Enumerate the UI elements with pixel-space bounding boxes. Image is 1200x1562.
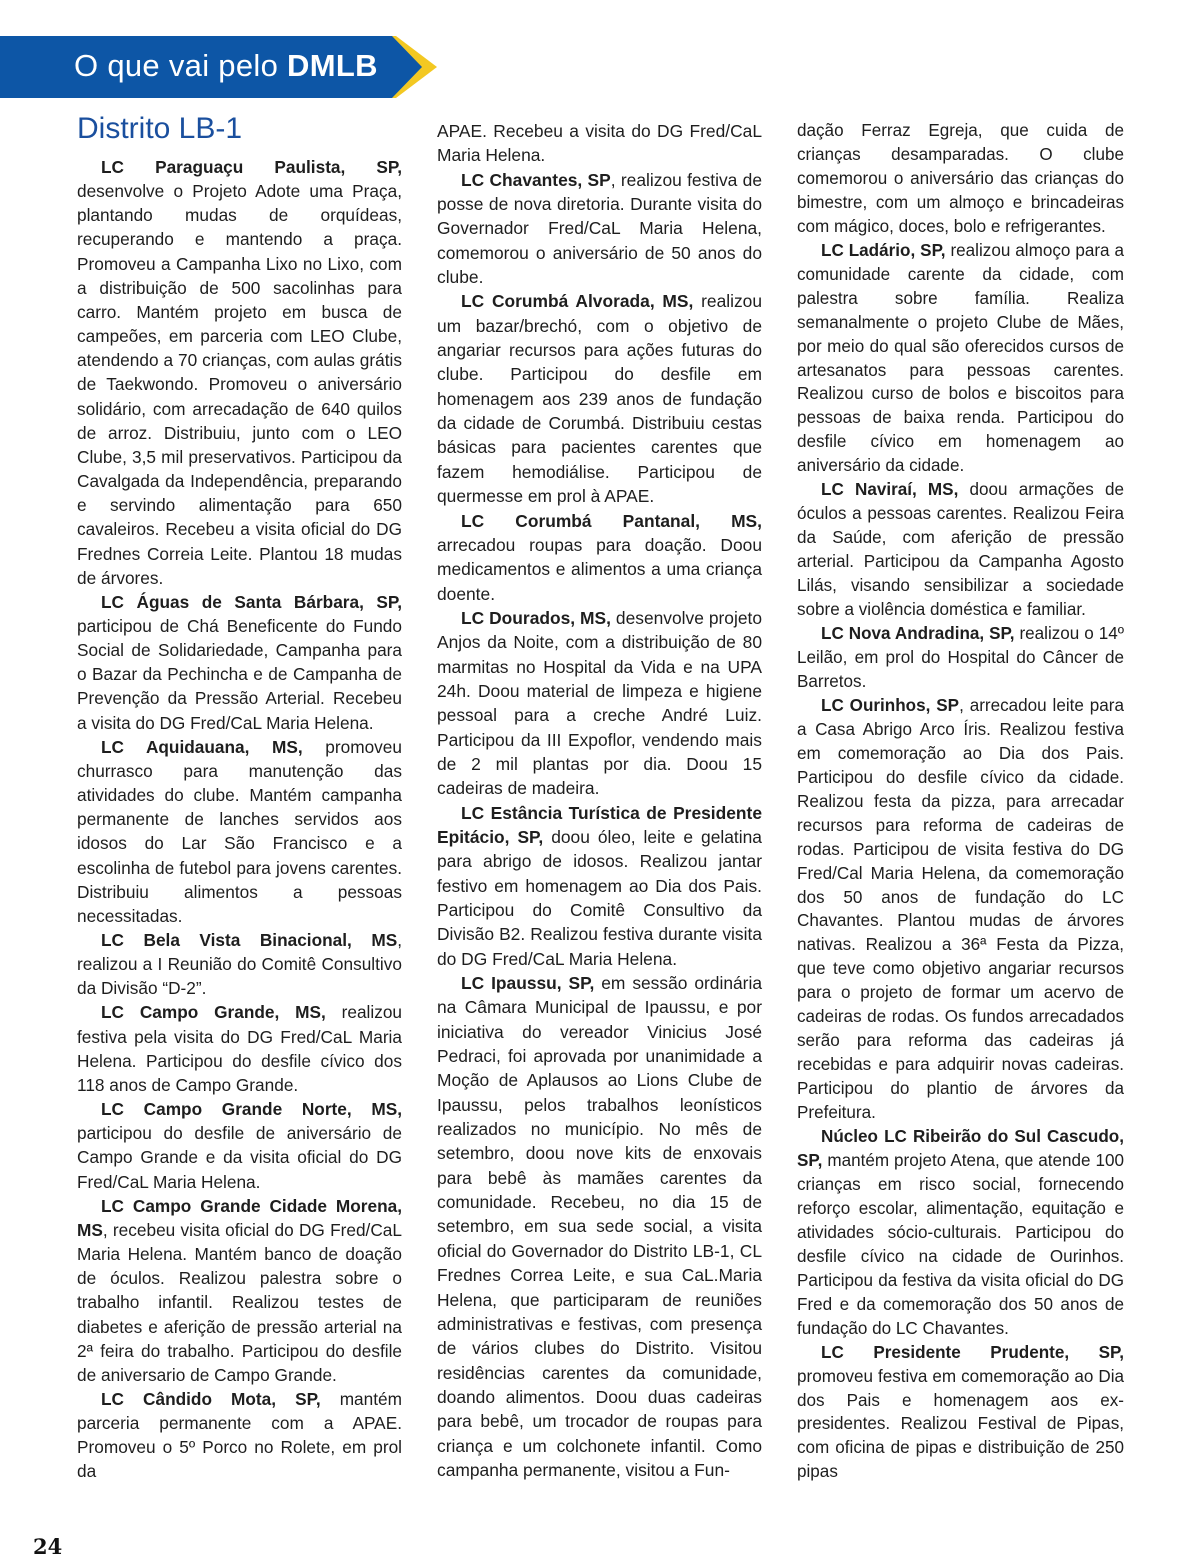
club-paragraph <box>437 168 762 290</box>
club-text: arrecadou roupas para doação. Doou medicamentos e alimentos a uma criança doente. <box>437 534 762 604</box>
club-text: doou óleo, leite e gelatina para abrigo de idosos. Realizou jantar festivo em homenagem ao Dia dos Pais. Participou do Comitê Consultivo da Divisão B2. Realizou festiva durante visita do DG Fred/CaL Maria Helena. <box>437 826 762 969</box>
column-3 <box>797 119 1124 1484</box>
club-paragraph <box>797 694 1124 1125</box>
club-name: LC Cândido Mota, SP, <box>101 1388 321 1409</box>
club-name: LC Ourinhos, SP <box>821 695 960 715</box>
club-text: mantém parceria permanente com a APAE. Promoveu o 5º Porco no Rolete, em prol da <box>77 1388 403 1482</box>
club-text: mantém projeto Atena, que atende 100 crianças em risco social, fornecendo reforço escolar, alimentação, equitação e atividades sócio-culturais. Participou do desfile cívico na cidade de Ourinhos. Participou da festiva da visita oficial do DG Fred e da comemoração dos 50 anos de fundação do LC Chavantes. <box>797 1150 1124 1338</box>
club-name: LC Dourados, MS, <box>461 607 611 628</box>
club-text: participou de Chá Beneficente do Fundo Social de Solidariedade, Campanha para o Bazar da Pechincha e de Campanha de Prevenção da Pressão Arterial. Recebeu a visita do DG Fred/CaL Maria Helena. <box>77 615 402 733</box>
club-paragraph <box>437 801 762 971</box>
column-2 <box>437 119 762 1482</box>
club-text: promoveu festiva em comemoração ao Dia dos Pais e homenagem aos ex-presidentes. Realizou Festival de Pipas, com oficina de pipas e distribuição de 250 pipas <box>797 1366 1124 1482</box>
club-paragraph <box>437 971 762 1482</box>
section-banner <box>0 36 440 98</box>
club-name: LC Ladário, SP, <box>821 240 946 260</box>
club-text: realizou o 14º Leilão, em prol do Hospital do Câncer de Barretos. <box>797 624 1125 691</box>
section-title-bold: DMLB <box>287 48 378 83</box>
club-paragraph <box>437 509 762 606</box>
club-text: doou armações de óculos a pessoas carentes. Realizou Feira da Saúde, com aferição de pressão arterial. Participou da Campanha Agosto Lilás, visando sensibilizar a sociedade sobre a violência doméstica e familiar. <box>797 480 1124 620</box>
club-text: desenvolve projeto Anjos da Noite, com a distribuição de 80 marmitas no Hospital da Vida e na UPA 24h. Doou material de limpeza e higiene pessoal para a creche André Luiz. Participou da III Expoflor, vendendo mais de 2 mil plantas por dia. Doou 15 cadeiras de madeira. <box>437 607 762 799</box>
club-paragraph <box>77 1194 402 1387</box>
club-text: realizou um bazar/brechó, com o objetivo de angariar recursos para ações futuras do clube. Participou do desfile em homenagem aos 239 anos de fundação da cidade de Corumbá. Distribuiu cestas básicas para pacientes carentes que fazem hemodiálise. Participou de quermesse em prol à APAE. <box>437 291 763 507</box>
club-paragraph <box>797 239 1124 479</box>
club-name: LC Chavantes, SP <box>461 169 611 190</box>
club-name: LC Nova Andradina, SP, <box>821 624 1015 644</box>
club-text: em sessão ordinária na Câmara Municipal de Ipaussu, e por iniciativa do vereador Vinicius José Pedraci, foi aprovada por unanimidade a Moção de Aplausos ao Lions Clube de Ipaussu, pelos trabalhos leonísticos realizados no município. No mês de setembro, doou nove kits de enxovais para bebê às mamães carentes da comunidade. Recebeu, no dia 15 de setembro, em sua sede social, a visita oficial do Governador do Distrito LB-1, CL Frednes Correa Leite, e sua CaL.Maria Helena, que participaram de reuniões administrativas e festivas, com presença de vários clubes do Distrito. Visitou residências carentes da comunidade, doando alimentos. Doou duas cadeiras para bebê, um trocador de roupas para criança e um colchonete infantil. Como campanha permanente, visitou a Fun- <box>437 973 762 1480</box>
club-paragraph <box>437 289 762 508</box>
club-name: LC Águas de Santa Bárbara, SP, <box>101 591 402 612</box>
club-name: LC Campo Grande Norte, MS, <box>101 1099 402 1120</box>
club-text: , realizou festiva de posse de nova diretoria. Durante visita do Governador Fred/CaL Maria Helena, comemorou o aniversário de 50 anos do clube. <box>437 169 762 288</box>
club-name: LC Aquidauana, MS, <box>101 736 303 757</box>
club-text: promoveu churrasco para manutenção das atividades do clube. Mantém campanha permanente de lanches servidos aos idosos do Lar São Francisco e a escolinha de futebol para jovens carentes. Distribuiu alimentos a pessoas necessitadas. <box>77 736 402 926</box>
club-name: LC Bela Vista Binacional, MS <box>101 930 398 950</box>
club-paragraph <box>77 1000 402 1097</box>
club-text: participou do desfile de aniversário de Campo Grande e da visita oficial do DG Fred/CaL Maria Helena. <box>77 1123 402 1192</box>
club-paragraph <box>77 155 402 590</box>
club-name: Núcleo LC Ribeirão do Sul Cascudo, SP, <box>797 1127 1124 1170</box>
club-paragraph <box>797 622 1124 694</box>
club-name: LC Ipaussu, SP, <box>461 973 595 994</box>
club-paragraph <box>77 1097 402 1194</box>
club-name: LC Corumbá Alvorada, MS, <box>461 291 694 312</box>
club-name: LC Corumbá Pantanal, MS, <box>461 510 762 531</box>
section-title-prefix: O que vai pelo <box>74 48 279 83</box>
district-title: Distrito LB-1 <box>77 112 243 145</box>
club-name: LC Estância Turística de Presidente Epitácio, SP, <box>437 802 762 847</box>
club-text: , realizou a I Reunião do Comitê Consultivo da Divisão “D-2”. <box>77 930 402 999</box>
club-name: LC Presidente Prudente, SP, <box>821 1342 1124 1362</box>
club-paragraph <box>437 606 762 801</box>
club-text: realizou festiva pela visita do DG Fred/CaL Maria Helena. Participou do desfile cívico dos 118 anos de Campo Grande. <box>77 1002 403 1095</box>
club-paragraph <box>77 928 402 1000</box>
club-paragraph <box>797 1341 1124 1485</box>
club-paragraph <box>797 1125 1124 1341</box>
continued-paragraph: dação Ferraz Egreja, que cuida de crianças desamparadas. O clube comemorou o aniversário das crianças do bimestre, com um almoço e brincadeiras com mágico, doces, bolo e refrigerantes. <box>797 121 1124 236</box>
continued-paragraph: APAE. Recebeu a visita do DG Fred/CaL Maria Helena. <box>437 121 762 166</box>
club-name: LC Campo Grande Cidade Morena, MS <box>77 1195 402 1240</box>
section-title <box>74 48 378 84</box>
club-paragraph <box>77 735 402 928</box>
club-paragraph <box>797 478 1124 622</box>
club-text: , arrecadou leite para a Casa Abrigo Arco Íris. Realizou festiva em comemoração ao Dia dos Pais. Participou do desfile cívico da cidade. Realizou festa da pizza, para arrecadar recursos para reforma de cadeiras de rodas. Participou de visita festiva do DG Fred/Cal Maria Helena, da comemoração dos 50 anos de fundação do LC Chavantes. Plantou mudas de árvores nativas. Realizou a 36ª Festa da Pizza, que teve como objetivo angariar recursos para o projeto de formar um acervo de cadeiras de rodas. Os fundos arrecadados serão para reforma das cadeiras já recebidas e para adquirir novas cadeiras. Participou do plantio de árvores da Prefeitura. <box>797 695 1125 1123</box>
club-text: desenvolve o Projeto Adote uma Praça, plantando mudas de orquídeas, recuperando e mantendo a praça. Promoveu a Campanha Lixo no Lixo, com a distribuição de 500 sacolinhas para carro. Mantém projeto em busca de campeões, em parceria com LEO Clube, atendendo a 70 crianças, com aulas grátis de Taekwondo. Promoveu o aniversário solidário, com arrecadação de 640 quilos de arroz. Distribuiu, junto com o LEO Clube, 3,5 mil preservativos. Participou da Cavalgada da Independência, preparando e servindo alimentação para 650 cavaleiros. Recebeu a visita oficial do DG Frednes Correia Leite. Plantou 18 mudas de árvores. <box>77 181 402 588</box>
page-number: 24 <box>33 1534 63 1559</box>
column-1 <box>77 155 402 1484</box>
club-text: realizou almoço para a comunidade carente da cidade, com palestra sobre família. Realiza semanalmente o projeto Clube de Mães, por meio do qual são oferecidos cursos de artesanatos para pessoas carentes. Realizou curso de bolos e biscoitos para pessoas de baixa renda. Participou do desfile cívico em homenagem ao aniversário da cidade. <box>797 240 1125 476</box>
club-name: LC Paraguaçu Paulista, SP, <box>101 157 402 177</box>
club-name: LC Campo Grande, MS, <box>101 1002 326 1023</box>
club-text: , recebeu visita oficial do DG Fred/CaL Maria Helena. Mantém banco de doação de óculos. Realizou palestra sobre o trabalho infantil. Realizou testes de diabetes e aferição de pressão arterial na 2ª feira do trabalho. Participou do desfile de aniversario de Campo Grande. <box>77 1219 402 1385</box>
club-name: LC Naviraí, MS, <box>821 480 959 500</box>
club-paragraph <box>77 1387 402 1484</box>
club-paragraph <box>77 590 402 735</box>
